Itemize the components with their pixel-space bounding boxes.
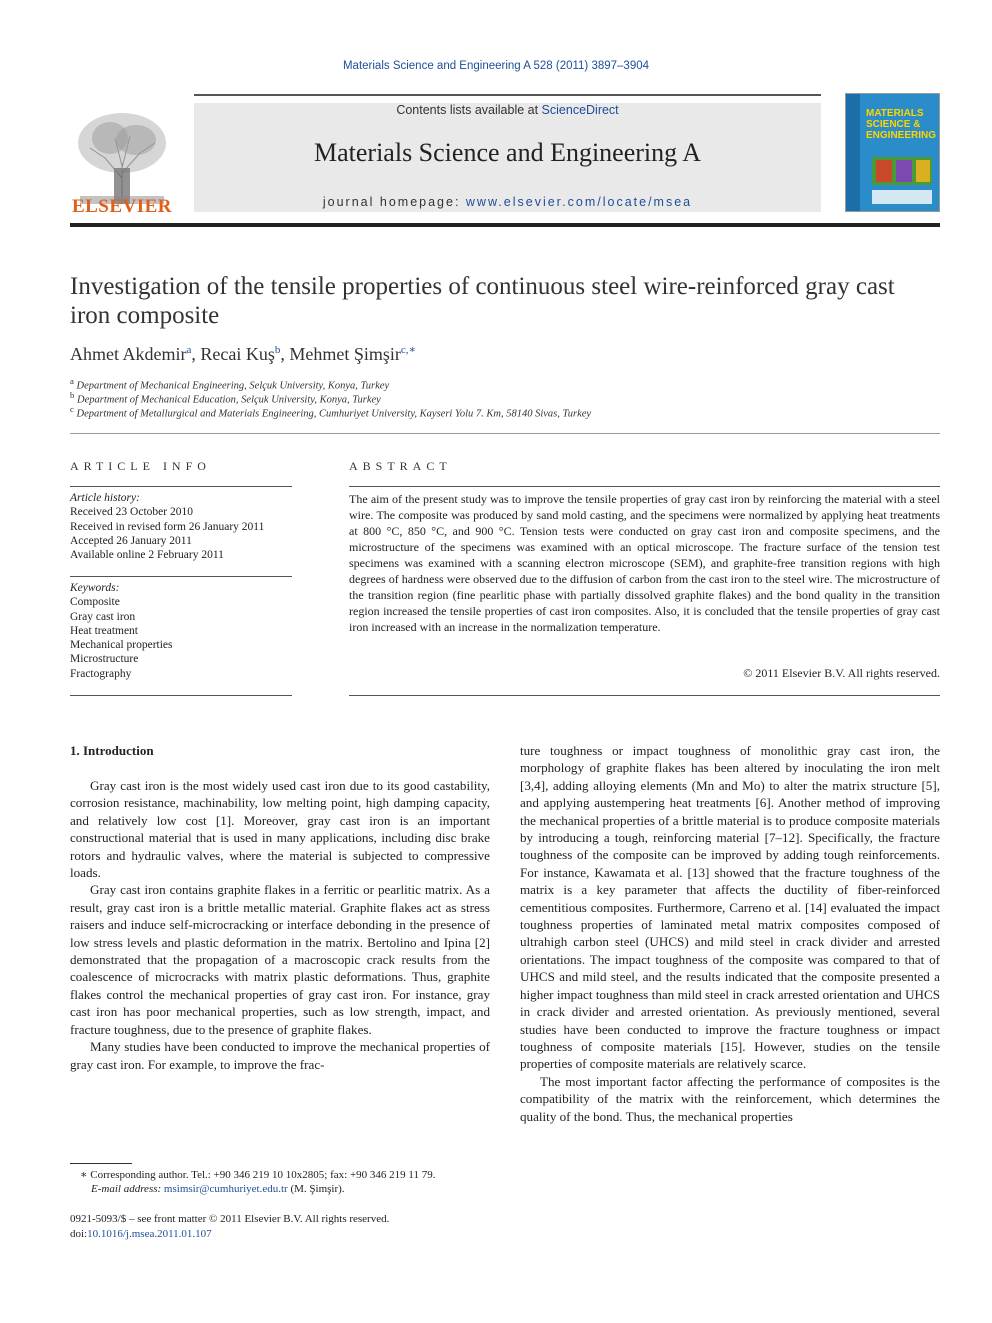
body-paragraph: ture toughness or impact toughness of monolithic gray cast iron, the morphology of graphite flakes has been altered by inoculating the iron melt [3,4], adding alloying elements (Mn and Mo) to alter the matrix structure [5], and applying austempering heat treatments [6]. Another method of improving the mechanical properties of a brittle material is to produce composite materials by introducing a tough, reinforcing material [7–12]. Specifically, the fracture toughness of the composite can be improved by adding tough reinforcements. For instance, Kawamata et al. [13] showed that the fracture toughness of the matrix is a key parameter that affects the ductility of fiber-reinforced cementitious composites. Furthermore, Carreno et al. [14] evaluated the impact toughness properties of laminated metal matrix composites composed of ultrahigh carbon steel (UHCS) and mild steel in crack divider and arrested orientations. The impact toughness of the composite was compared to that of UHCS and mild steel, and the results indicated that the composite presented a higher impact toughness than mild steel in crack arrested orientation and UHCS in crack divider and arrested orientation. As previously mentioned, several studies have been conducted to improve the fracture toughness or impact toughness of composite materials [15]. However, studies on the tensile properties of composite materials are relatively scarce.	[520, 743, 940, 1072]
history-item: Accepted 26 January 2011	[70, 534, 192, 547]
sciencedirect-link[interactable]: ScienceDirect	[541, 103, 619, 117]
abstract-rule	[349, 486, 940, 487]
banner-top-rule	[194, 94, 821, 96]
journal-cover-thumbnail[interactable]	[845, 93, 940, 212]
affiliation-marker: a	[70, 376, 74, 386]
affiliation-marker: b	[70, 390, 75, 400]
keyword: Mechanical properties	[70, 639, 173, 652]
issn-line: 0921-5093/$ – see front matter © 2011 Elsevier B.V. All rights reserved.	[70, 1213, 390, 1225]
article-history	[70, 491, 292, 562]
abstract-bottom-rule	[349, 695, 940, 696]
body-paragraph: Gray cast iron is the most widely used cast iron due to its good castability, corrosion resistance, machinability, low melting point, high damping capacity, and relatively low cost [1]. Moreover, gray cast iron is an important constructional material that is used in many applications, including disc brake rotors and hydraulic valves, where the material is subjected to compressive loads.	[70, 778, 490, 881]
email-suffix: (M. Şimşir).	[287, 1183, 345, 1195]
keyword: Fractography	[70, 667, 132, 680]
contents-line	[194, 103, 821, 117]
author-affil-marker[interactable]: a	[186, 344, 192, 356]
homepage-link[interactable]: www.elsevier.com/locate/msea	[465, 195, 693, 209]
cover-title: MATERIALS SCIENCE & ENGINEERING	[866, 108, 937, 141]
doi-line	[70, 1228, 500, 1240]
doi-link[interactable]: 10.1016/j.msea.2011.01.107	[87, 1228, 212, 1240]
body-paragraph: Gray cast iron contains graphite flakes in a ferritic or pearlitic matrix. As a result, gray cast iron is a brittle metallic material. Graphite flakes act as stress raisers and induce self-microcracking or interface debonding in the presence of low stress levels and plastic deformation in the matrix. Bertolino and Ipina [2] demonstrated that the propagation of a macroscopic crack results from the coalescence of microcracks with matrix plastic deformations. Thus, graphite flakes control the mechanical properties of gray cast iron. For instance, gray cast iron has poor mechanical properties, such as low strength, impact, and fracture toughness, due to the presence of graphite flakes.	[70, 882, 490, 1037]
keywords-label: Keywords:	[70, 582, 120, 594]
elsevier-wordmark: ELSEVIER	[71, 196, 173, 217]
author-list: Ahmet Akdemir$^a$, Recai Kuş$^b$, Mehmet Şimşir$^{c,∗}$	[70, 344, 416, 364]
header-rule	[70, 223, 940, 227]
affiliation-rule	[70, 433, 940, 434]
body-paragraph: Many studies have been conducted to improve the mechanical properties of gray cast iron. For example, to improve the frac-	[70, 1039, 490, 1072]
affiliation-marker: c	[70, 404, 74, 414]
body-paragraph: The most important factor affecting the performance of composites is the compatibility of the matrix with the reinforcement, which determines the quality of the bond. Thus, the mechanical properties	[520, 1073, 940, 1124]
article-info-heading: ARTICLE INFO	[70, 459, 211, 473]
article-info-rule	[70, 486, 292, 487]
body-column-left	[70, 777, 490, 1073]
author-affil-marker[interactable]: b	[274, 344, 281, 356]
author-name[interactable]: Recai Kuş	[200, 344, 275, 364]
author-name[interactable]: Mehmet Şimşir	[289, 344, 401, 364]
journal-title: Materials Science and Engineering A	[314, 138, 701, 167]
email-link[interactable]: msimsir@cumhuriyet.edu.tr	[163, 1183, 288, 1195]
email-footnote	[91, 1183, 521, 1195]
doi-prefix: doi:	[70, 1228, 88, 1240]
abstract-text: The aim of the present study was to improve the tensile properties of gray cast iron by reinforcing the material with a steel wire. The composite was produced by sand mold casting, and the specimens were normalized by applying heat treatments at 800 °C, 850 °C, and 900 °C. Tension tests were conducted on gray cast iron and composite specimens, and the microstructure of the specimens was examined with an optical microscope. The fracture surface of the tension test specimens was examined with a scanning electron microscope (SEM), and graphite-free transition regions with high degrees of hardness were observed due to the diffusion of carbon from the cast iron to the steel wire. The microstructure of the transition region (fine pearlitic phase with partially dissolved graphite flakes) and the bond quality in the transition region increased the tensile properties of cast iron composites. Also, it is concluded that the tensile properties of gray cast iron increased with an increase in the normalization temperature.	[349, 492, 940, 635]
keywords-rule	[70, 576, 292, 577]
corresponding-author-footnote: ∗ Corresponding author. Tel.: +90 346 219 10 10x2805; fax: +90 346 219 11 79.	[80, 1169, 436, 1181]
affiliation-text: Department of Mechanical Engineering, Selçuk University, Konya, Turkey	[76, 380, 390, 392]
author-name[interactable]: Ahmet Akdemir	[70, 344, 187, 364]
paper-title: Investigation of the tensile properties of continuous steel wire-reinforced gray cast iron composite	[70, 273, 895, 329]
journal-citation[interactable]: Materials Science and Engineering A 528 (2011) 3897–3904	[342, 60, 650, 72]
keywords-block	[70, 581, 292, 681]
abstract-heading: ABSTRACT	[349, 459, 452, 473]
keyword: Heat treatment	[70, 624, 139, 637]
history-item: Received in revised form 26 January 2011	[70, 520, 265, 533]
homepage-prefix: journal homepage:	[322, 195, 466, 209]
article-info-bottom-rule	[70, 695, 292, 696]
footnote-rule	[70, 1163, 132, 1164]
affiliation	[70, 404, 930, 420]
affiliation-text: Department of Metallurgical and Materials Engineering, Cumhuriyet University, Kayseri Yolu 7. Km, 58140 Sivas, Turkey	[76, 408, 592, 420]
contents-prefix: Contents lists available at	[396, 103, 542, 117]
history-item: Received 23 October 2010	[70, 506, 193, 519]
affiliation-text: Department of Mechanical Education, Selçuk University, Konya, Turkey	[77, 394, 381, 406]
history-label: Article history:	[70, 492, 140, 504]
keyword: Composite	[70, 596, 120, 609]
history-item: Available online 2 February 2011	[70, 549, 224, 562]
copyright-notice: © 2011 Elsevier B.V. All rights reserved.	[743, 666, 940, 680]
journal-homepage	[194, 195, 821, 209]
author-affil-marker[interactable]: c,∗	[400, 344, 416, 356]
section-heading-introduction: 1. Introduction	[70, 743, 154, 758]
keyword: Gray cast iron	[70, 610, 136, 623]
body-column-right	[520, 742, 940, 1125]
email-label: E-mail address:	[91, 1183, 162, 1195]
keyword: Microstructure	[70, 653, 139, 666]
